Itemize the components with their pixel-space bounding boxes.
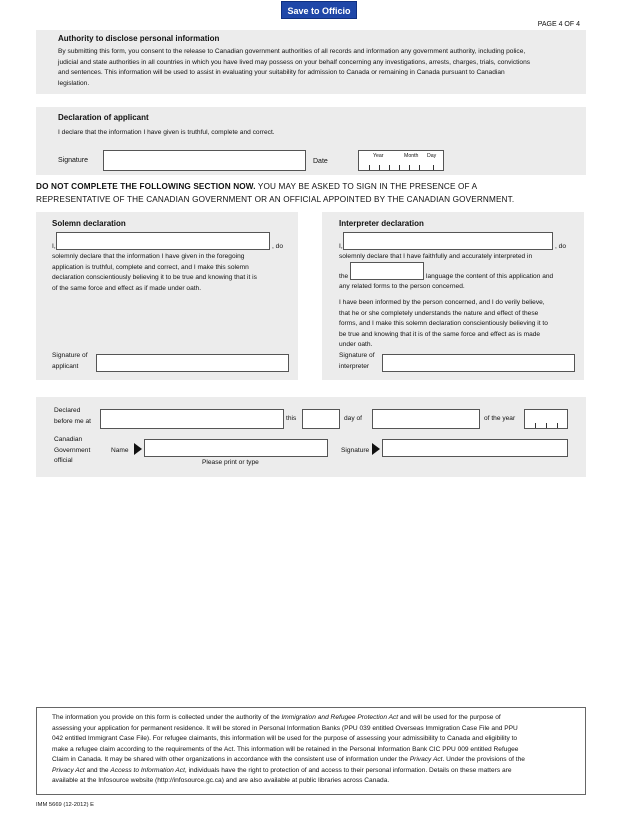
interpreter-para-line: I have been informed by the person concerned, and I do verily believe,: [339, 299, 545, 306]
date-tick: [409, 165, 410, 170]
interpreter-signature-label-2: interpreter: [339, 362, 370, 370]
solemn-name-field[interactable]: [56, 232, 270, 250]
declared-day-field[interactable]: [302, 409, 340, 429]
interpreter-language-field[interactable]: [350, 262, 424, 280]
name-arrow-icon: [134, 443, 142, 455]
privacy-line: The information you provide on this form is collected under the authority of the Immigration and Refugee Protection Act and will be used for the purpose of: [52, 714, 501, 721]
date-tick: [399, 165, 400, 170]
name-label: Name: [111, 447, 129, 454]
privacy-line: assessing your application for permanent residence. It will be stored in Personal Information Banks (PPU 039 entitled Overseas Immigration Case File and PPU: [52, 724, 518, 732]
declared-label-1: Declared: [54, 407, 81, 414]
interpreter-signature-field[interactable]: [382, 354, 575, 372]
interpreter-i-label: I,: [339, 243, 343, 250]
of-the-year-label: of the year: [484, 415, 516, 422]
declared-label: [54, 406, 91, 427]
interpreter-para-line: be true and knowing that it is of the same force and effect as is made: [339, 330, 541, 338]
solemn-signature-label-1: Signature of: [52, 352, 88, 359]
print-hint: Please print or type: [202, 459, 259, 466]
declaration-title: Declaration of applicant: [58, 113, 149, 122]
privacy-line: Claim in Canada. It may be shared with other organizations in accordance with the consistent use of information under the Privacy Act. Under the provisions of the: [52, 756, 525, 763]
day-label: Day: [427, 153, 437, 159]
year-label: Year: [373, 153, 384, 159]
privacy-line: available at the Infosource website (http://infosource.gc.ca) and are also available at public libraries across Canada.: [52, 777, 390, 784]
date-tick: [369, 165, 370, 170]
interpreter-para-line: forms, and I make this solemn declaration conscientiously believing it to: [339, 320, 548, 327]
authority-line: legislation.: [58, 79, 90, 87]
declaration-text: I declare that the information I have given is truthful, complete and correct.: [58, 129, 275, 136]
interpreter-do-label: , do: [555, 243, 566, 250]
interpreter-paragraph: [339, 298, 579, 351]
authority-line: By submitting this form, you consent to the release to Canadian government authorities of all records and information any government authority, including police,: [58, 48, 526, 55]
year-tick: [557, 423, 558, 428]
solemn-i-label: I,: [52, 243, 56, 250]
warning-line1: YOU MAY BE ASKED TO SIGN IN THE PRESENCE OF A: [255, 182, 478, 191]
date-tick: [419, 165, 420, 170]
official-name-field[interactable]: [144, 439, 328, 457]
this-label: this: [286, 415, 297, 422]
interpreter-para-line: under oath.: [339, 341, 373, 348]
privacy-line: Privacy Act and the Access to Information Act, individuals have the right to protection of and access to their personal information. Details on these matters are: [52, 766, 512, 774]
privacy-notice-text: [52, 713, 580, 787]
interpreter-signature-label-1: Signature of: [339, 352, 375, 359]
interpreter-signature-label: [339, 351, 375, 372]
date-tick: [389, 165, 390, 170]
official-label-3: official: [54, 457, 73, 464]
day-of-label: day of: [344, 415, 362, 422]
official-label-2: Government: [54, 446, 91, 454]
interpreter-line1: solemnly declare that I have faithfully and accurately interpreted in: [339, 253, 533, 260]
authority-title: Authority to disclose personal information: [58, 34, 220, 43]
applicant-signature-field[interactable]: [103, 150, 306, 171]
solemn-line: declaration conscientiously believing it to be true and knowing that it is: [52, 274, 257, 281]
date-tick: [433, 165, 434, 170]
year-tick: [546, 423, 547, 428]
solemn-do-label: , do: [272, 243, 283, 250]
month-label: Month: [404, 153, 419, 159]
interpreter-name-field[interactable]: [343, 232, 553, 250]
official-label: [54, 435, 90, 467]
date-label: Date: [313, 158, 328, 165]
official-signature-label: Signature: [341, 447, 370, 454]
official-label-1: Canadian: [54, 436, 83, 443]
declared-year-field[interactable]: [524, 409, 568, 429]
solemn-title: Solemn declaration: [52, 219, 126, 228]
solemn-signature-label: [52, 351, 88, 372]
interpreter-para-line: that he or she completely understands the nature and effect of these: [339, 309, 539, 317]
warning-text: [36, 180, 596, 206]
applicant-solemn-signature-field[interactable]: [96, 354, 289, 372]
solemn-line: solemnly declare that the information I have given in the foregoing: [52, 253, 245, 260]
declared-month-field[interactable]: [372, 409, 480, 429]
applicant-signature-label: Signature: [58, 157, 88, 164]
interpreter-line2: language the content of this application and: [426, 273, 554, 280]
declared-place-field[interactable]: [100, 409, 284, 429]
solemn-line: of the same force and effect as if made under oath.: [52, 284, 202, 292]
page-number: PAGE 4 OF 4: [537, 21, 580, 28]
privacy-line: make a refugee claim according to the requirements of the Act. This information will be retained in the Personal Information Bank CIC PPU 009 entitled Refugee: [52, 745, 519, 753]
interpreter-title: Interpreter declaration: [339, 219, 424, 228]
interpreter-the-label: the: [339, 273, 349, 280]
year-tick: [535, 423, 536, 428]
declared-label-2: before me at: [54, 417, 92, 425]
save-to-officio-button[interactable]: Save to Officio: [281, 1, 357, 19]
warning-line2: REPRESENTATIVE OF THE CANADIAN GOVERNMENT OR AN OFFICIAL APPOINTED BY THE CANADIAN GOVERNMENT.: [36, 195, 515, 204]
privacy-line: 042 entitled Immigrant Case File). For refugee claimants, this information will be used for the purpose of assessing your admissibility to Canada and eligibility to: [52, 735, 518, 742]
solemn-line: application is truthful, complete and correct, and I make this solemn: [52, 263, 249, 271]
signature-arrow-icon: [372, 443, 380, 455]
date-field[interactable]: [358, 150, 444, 171]
date-tick: [379, 165, 380, 170]
official-signature-field[interactable]: [382, 439, 568, 457]
authority-line: judicial and state authorities in all countries in which you have lived may possess on your behalf concerning any investigations, arrests, charges, trials, convictions: [58, 58, 531, 66]
interpreter-line3: any related forms to the person concerned.: [339, 283, 465, 290]
form-number: IMM 5669 (12-2012) E: [36, 802, 94, 808]
warning-bold: DO NOT COMPLETE THE FOLLOWING SECTION NOW.: [36, 182, 256, 191]
authority-line: and sentences. This information will be used to assist in evaluating your suitability for admission to Canada or remaining in Canada pursuant to Canadian: [58, 69, 505, 76]
authority-text: [58, 47, 583, 89]
solemn-text: [52, 252, 292, 294]
solemn-signature-label-2: applicant: [52, 362, 79, 370]
